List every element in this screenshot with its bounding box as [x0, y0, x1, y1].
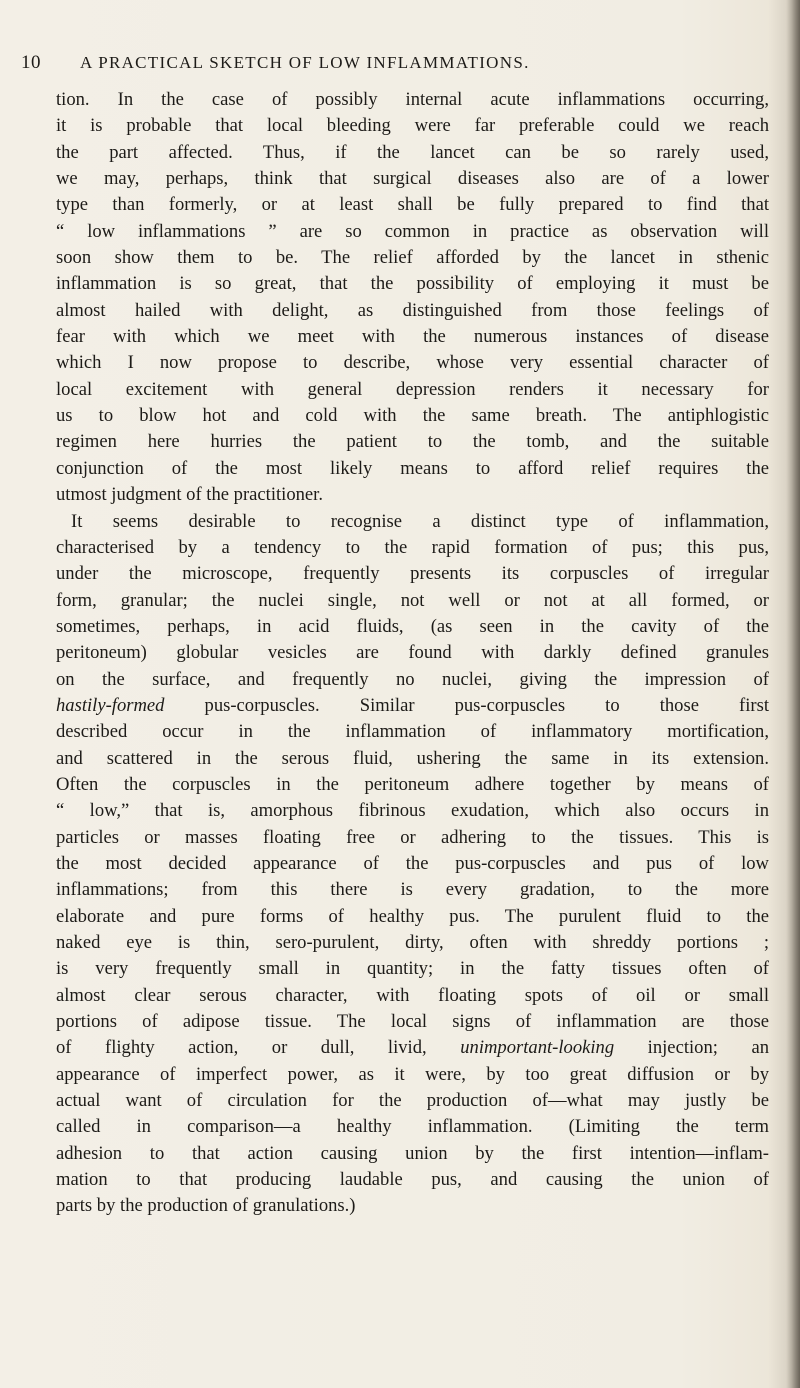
text-line [56, 166, 769, 192]
page-edge-shadow [786, 0, 800, 1388]
text-line [56, 192, 769, 218]
text-line [56, 1009, 769, 1035]
text-segment: which I now propose to describe, whose very essential character of [56, 352, 769, 374]
text-line [56, 1141, 769, 1167]
text-segment: local excitement with general depression renders it necessary for [56, 378, 769, 400]
text-segment: inflammations; from this there is every gradation, to the more [56, 879, 769, 901]
page-number: 10 [21, 52, 41, 73]
text-segment: pus-corpuscles. Similar pus-corpuscles to those first [164, 694, 769, 716]
text-line [56, 588, 769, 614]
text-segment: called in comparison—a healthy inflammation. (Limiting the term [56, 1116, 769, 1138]
text-segment: naked eye is thin, sero-purulent, dirty, often with shreddy portions ; [56, 932, 769, 953]
text-segment: Often the corpuscles in the peritoneum adhere together by means of [56, 773, 769, 795]
text-segment: almost clear serous character, with floating spots of oil or small [56, 984, 769, 1006]
text-segment: almost hailed with delight, as distinguished from those feelings of [56, 299, 769, 321]
text-segment: utmost judgment of the practitioner. [56, 484, 323, 506]
text-segment: regimen here hurries the patient to the tomb, and the suitable [56, 431, 769, 453]
text-segment: characterised by a tendency to the rapid formation of pus; this pus, [56, 536, 769, 558]
text-line [56, 877, 769, 903]
text-line [56, 667, 769, 693]
text-segment: described occur in the inflammation of inflammatory mortification, [56, 721, 769, 743]
text-line [56, 746, 769, 772]
text-segment: the part affected. Thus, if the lancet can be so rarely used, [56, 141, 769, 163]
italic-text: unimportant-looking [460, 1037, 615, 1059]
text-segment: peritoneum) globular vesicles are found with darkly defined granules [56, 642, 769, 664]
text-line [56, 640, 769, 666]
text-line [56, 956, 769, 982]
text-line [56, 1193, 769, 1219]
text-line [56, 298, 769, 324]
text-segment: It seems desirable to recognise a distinct type of inflammation, [71, 510, 769, 532]
text-segment: we may, perhaps, think that surgical diseases also are of a lower [56, 168, 769, 190]
text-line [56, 324, 769, 350]
text-line [56, 271, 769, 297]
text-segment: adhesion to that action causing union by the first intention—inflam- [56, 1142, 769, 1164]
text-segment: fear with which we meet with the numerous instances of disease [56, 326, 769, 348]
text-segment: “ low,” that is, amorphous fibrinous exudation, which also occurs in [56, 800, 769, 822]
text-segment: “ low inflammations ” are so common in practice as observation will [56, 220, 769, 242]
body-text [56, 87, 769, 1220]
text-segment: injection; an [614, 1037, 770, 1059]
text-line [56, 350, 769, 376]
text-line [56, 403, 769, 429]
text-line [56, 772, 769, 798]
text-line [56, 1035, 769, 1061]
text-segment: conjunction of the most likely means to afford relief requires the [56, 457, 769, 479]
text-line [56, 561, 769, 587]
text-segment: it is probable that local bleeding were far preferable could we reach [56, 115, 769, 137]
running-head: A PRACTICAL SKETCH OF LOW INFLAMMATIONS. [80, 53, 530, 72]
text-line [56, 535, 769, 561]
text-line [56, 509, 769, 535]
page-header [21, 52, 781, 76]
text-line [56, 1088, 769, 1114]
text-line [56, 113, 769, 139]
text-segment: the most decided appearance of the pus-corpuscles and pus of low [56, 852, 769, 874]
text-line [56, 1167, 769, 1193]
text-line [56, 798, 769, 824]
text-segment: under the microscope, frequently presents its corpuscles of irregular [56, 563, 769, 585]
text-line [56, 1114, 769, 1140]
text-segment: parts by the production of granulations.) [56, 1195, 356, 1217]
text-segment: and scattered in the serous fluid, ushering the same in its extension. [56, 747, 769, 769]
text-line [56, 719, 769, 745]
text-line [56, 482, 769, 508]
text-segment: type than formerly, or at least shall be fully prepared to find that [56, 194, 769, 216]
text-line [56, 825, 769, 851]
text-segment: us to blow hot and cold with the same breath. The antiphlogistic [56, 405, 769, 427]
text-line [56, 87, 769, 113]
text-line [56, 245, 769, 271]
text-segment: sometimes, perhaps, in acid fluids, (as seen in the cavity of the [56, 615, 769, 637]
text-line [56, 377, 769, 403]
text-line [56, 904, 769, 930]
text-segment: soon show them to be. The relief afforded by the lancet in sthenic [56, 247, 769, 269]
text-line [56, 930, 769, 956]
text-line [56, 693, 769, 719]
text-segment: inflammation is so great, that the possibility of employing it must be [56, 273, 769, 295]
text-line [56, 1062, 769, 1088]
text-segment: on the surface, and frequently no nuclei, giving the impression of [56, 668, 769, 690]
text-segment: appearance of imperfect power, as it were, by too great diffusion or by [56, 1063, 769, 1085]
text-line [56, 429, 769, 455]
text-line [56, 219, 769, 245]
text-line [56, 140, 769, 166]
text-segment: form, granular; the nuclei single, not well or not at all formed, or [56, 589, 769, 611]
text-line [56, 851, 769, 877]
text-segment: elaborate and pure forms of healthy pus. The purulent fluid to the [56, 905, 769, 927]
text-line [56, 983, 769, 1009]
text-line [56, 614, 769, 640]
text-segment: is very frequently small in quantity; in the fatty tissues often of [56, 958, 769, 980]
text-segment: portions of adipose tissue. The local signs of inflammation are those [56, 1011, 769, 1033]
text-segment: tion. In the case of possibly internal acute inflammations occurring, [56, 89, 769, 110]
text-segment: of flighty action, or dull, livid, [56, 1037, 461, 1059]
text-line [56, 456, 769, 482]
italic-text: hastily-formed [56, 694, 165, 716]
text-segment: actual want of circulation for the production of—what may justly be [56, 1090, 769, 1112]
text-segment: mation to that producing laudable pus, and causing the union of [56, 1169, 769, 1191]
text-segment: particles or masses floating free or adhering to the tissues. This is [56, 826, 769, 848]
